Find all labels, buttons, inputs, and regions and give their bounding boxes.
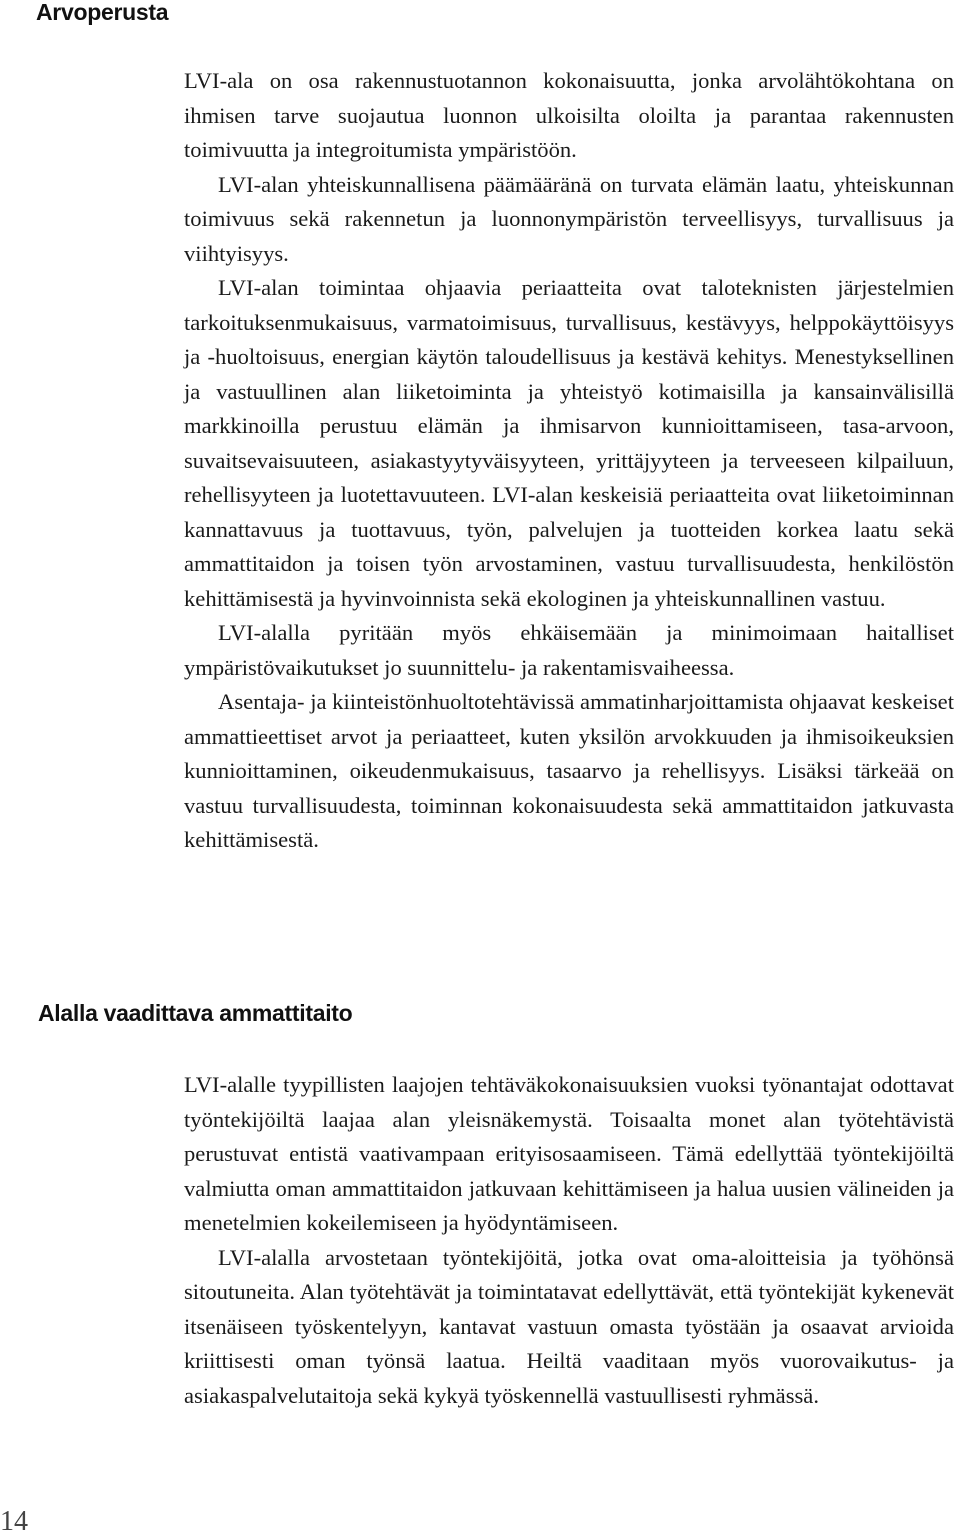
paragraph: LVI-alan toimintaa ohjaavia periaatteita ovat taloteknisten järjestelmien tarkoituksenmukaisuus, varmatoimisuus, turvallisuus, kestävyys, helppokäyttöisyys ja -huoltoisuus, energian käytön taloudellisuus ja kestävä kehitys. Menestyksellinen ja vastuullinen alan liiketoiminta ja yhteistyö kotimaisilla ja kansainvälisillä markkinoilla perustuu elämän ja ihmisarvon kunnioittamiseen, tasa-arvoon, suvaitsevaisuuteen, asiakastyytyväisyyteen, yrittäjyyteen ja terveeseen kilpailuun, rehellisyyteen ja luotettavuuteen. LVI-alan keskeisiä periaatteita ovat liiketoiminnan kannattavuus ja tuottavuus, työn, palvelujen ja tuotteiden korkea laatu sekä ammattitaidon ja toisen työn arvostaminen, vastuu turvallisuudesta, henkilöstön kehittämisestä ja hyvinvoinnista sekä ekologinen ja yhteiskunnallinen vastuu. xyxy=(184,275,954,611)
paragraph: Asentaja- ja kiinteistönhuoltotehtävissä ammatinharjoittamista ohjaavat keskeiset ammattieettiset arvot ja periaatteet, kuten yksilön arvokkuuden ja ihmisoikeuksien kunnioittaminen, oikeudenmukaisuus, tasaarvo ja rehellisyys. Lisäksi tärkeää on vastuu turvallisuudesta, toiminnan kokonaisuudesta sekä ammattitaidon jatkuvasta kehittämisestä. xyxy=(184,689,954,852)
page-number: 14 xyxy=(0,1506,28,1537)
paragraph: LVI-alalla pyritään myös ehkäisemään ja minimoimaan haitalliset ympäristövaikutukset jo suunnittelu- ja rakentamisvaiheessa. xyxy=(184,620,954,680)
section-heading-arvoperusta: Arvoperusta xyxy=(36,0,169,25)
section-heading-ammattitaito: Alalla vaadittava ammattitaito xyxy=(38,1000,353,1026)
section-body-arvoperusta xyxy=(184,64,954,858)
paragraph: LVI-alalle tyypillisten laajojen tehtäväkokonaisuuksien vuoksi työnantajat odottavat työntekijöiltä laajaa alan yleisnäkemystä. Toisaalta monet alan työtehtävistä perustuvat entistä vaativampaan erityisosaamiseen. Tämä edellyttää työntekijöiltä valmiutta oman ammattitaidon jatkuvaan kehittämiseen ja halua uusien välineiden ja menetelmien kokeilemiseen ja hyödyntämiseen. xyxy=(184,1072,954,1235)
paragraph: LVI-alalla arvostetaan työntekijöitä, jotka ovat oma-aloitteisia ja työhönsä sitoutuneita. Alan työtehtävät ja toimintatavat edellyttävät, että työntekijät kykenevät itsenäiseen työskentelyyn, kantavat vastuun omasta työstään ja osaavat arvioida kriittisesti oman työnsä laatua. Heiltä vaaditaan myös vuorovaikutus- ja asiakaspalvelutaitoja sekä kykyä työskennellä vastuullisesti ryhmässä. xyxy=(184,1244,954,1408)
section-body-ammattitaito xyxy=(184,1068,954,1413)
paragraph: LVI-alan yhteiskunnallisena päämääränä on turvata elämän laatu, yhteiskunnan toimivuus sekä rakennetun ja luonnonympäristön terveellisyys, turvallisuus ja viihtyisyys. xyxy=(184,171,954,266)
paragraph: LVI-ala on osa rakennustuotannon kokonaisuutta, jonka arvolähtökohtana on ihmisen tarve suojautua luonnon ulkoisilta oloilta ja parantaa rakennusten toimivuutta ja integroitumista ympäristöön. xyxy=(184,68,954,162)
